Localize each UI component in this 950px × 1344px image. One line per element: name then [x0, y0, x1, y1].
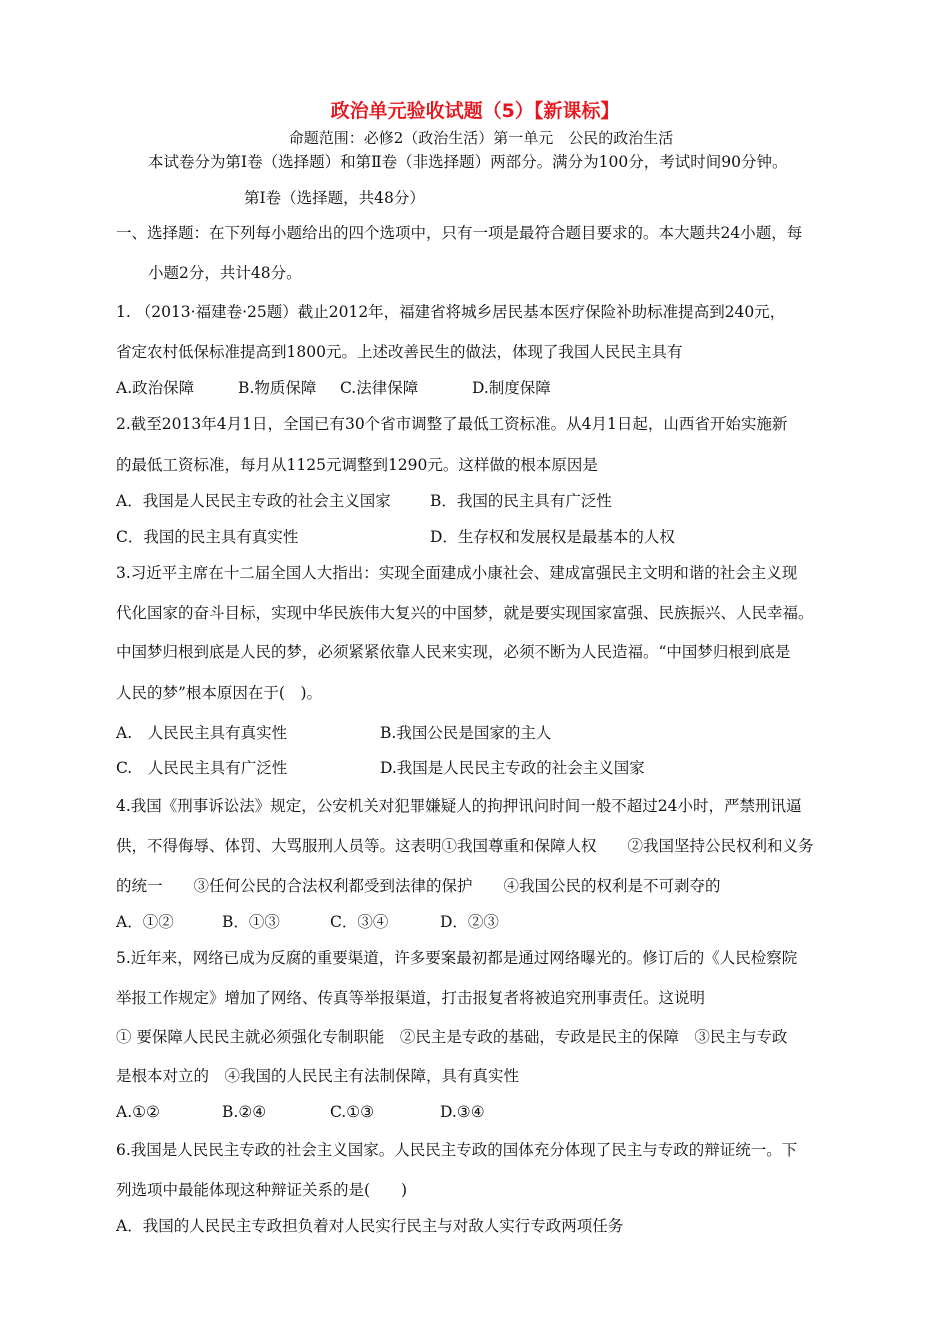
- q3-option-a: A. 人民民主具有真实性: [116, 724, 288, 742]
- q2-option-c: C．我国的民主具有真实性: [116, 528, 299, 546]
- q2-option-a: A．我国是人民民主专政的社会主义国家: [116, 492, 391, 510]
- question-3-text: 人民的梦”根本原因在于( )。: [116, 684, 323, 702]
- q3-option-c: C. 人民民主具有广泛性: [116, 759, 288, 777]
- q4-option-c: C．③④: [330, 913, 389, 931]
- question-2-text: 2.截至2013年4月1日，全国已有30个省市调整了最低工资标准。从4月1日起，山西省开始实施新: [116, 415, 788, 433]
- question-4-text: 4.我国《刑事诉讼法》规定，公安机关对犯罪嫌疑人的拘押讯问时间一般不超过24小时，严禁刑讯逼: [116, 797, 802, 815]
- q3-option-b: B.我国公民是国家的主人: [380, 724, 552, 742]
- question-6-text: 6.我国是人民民主专政的社会主义国家。人民民主专政的国体充分体现了民主与专政的辩证统一。下: [116, 1141, 798, 1159]
- q3-option-d: D.我国是人民民主专政的社会主义国家: [380, 759, 645, 777]
- page-title: 政治单元验收试题（5）【新课标】: [330, 100, 620, 122]
- q1-option-d: D.制度保障: [472, 379, 551, 397]
- question-3-text: 代化国家的奋斗目标，实现中华民族伟大复兴的中国梦，就是要实现国家富强、民族振兴、人民幸福。: [116, 604, 814, 622]
- section-instruction: 小题2分，共计48分。: [148, 264, 302, 282]
- q5-option-b: B.②④: [222, 1103, 267, 1121]
- exam-scope: 命题范围：必修2（政治生活）第一单元 公民的政治生活: [288, 129, 674, 147]
- q1-option-b: B.物质保障: [238, 379, 317, 397]
- question-5-text: 5.近年来，网络已成为反腐的重要渠道，许多要案最初都是通过网络曝光的。修订后的《人民检察院: [116, 949, 798, 967]
- q5-option-c: C.①③: [330, 1103, 375, 1121]
- q4-option-d: D．②③: [440, 913, 499, 931]
- question-6-text: 列选项中最能体现这种辩证关系的是( ): [116, 1181, 408, 1199]
- section-instruction: 一、选择题：在下列每小题给出的四个选项中，只有一项是最符合题目要求的。本大题共24小题，每: [116, 224, 803, 242]
- q1-option-c: C.法律保障: [340, 379, 419, 397]
- question-5-text: ① 要保障人民民主就必须强化专制职能 ②民主是专政的基础，专政是民主的保障 ③民主与专政: [116, 1028, 788, 1046]
- question-4-text: 供，不得侮辱、体罚、大骂服刑人员等。这表明①我国尊重和保障人权 ②我国坚持公民权利和义务: [116, 837, 814, 855]
- question-5-text: 举报工作规定》增加了网络、传真等举报渠道，打击报复者将被追究刑事责任。这说明: [116, 989, 706, 1007]
- question-3-text: 3.习近平主席在十二届全国人大指出：实现全面建成小康社会、建成富强民主文明和谐的社会主义现: [116, 564, 798, 582]
- question-5-text: 是根本对立的 ④我国的人民民主有法制保障，具有真实性: [116, 1067, 520, 1085]
- q6-option-a: A．我国的人民民主专政担负着对人民实行民主与对敌人实行专政两项任务: [116, 1217, 624, 1235]
- exam-intro: 本试卷分为第Ⅰ卷（选择题）和第Ⅱ卷（非选择题）两部分。满分为100分，考试时间90分钟。: [148, 153, 788, 171]
- part-one-heading: 第Ⅰ卷（选择题，共48分）: [244, 189, 425, 207]
- q5-option-a: A.①②: [116, 1103, 160, 1121]
- q4-option-b: B．①③: [222, 913, 280, 931]
- question-1-text: 1. （2013·福建卷·25题）截止2012年，福建省将城乡居民基本医疗保险补助标准提高到240元，: [116, 303, 786, 321]
- question-4-text: 的统一 ③任何公民的合法权利都受到法律的保护 ④我国公民的权利是不可剥夺的: [116, 877, 721, 895]
- q2-option-d: D．生存权和发展权是最基本的人权: [430, 528, 675, 546]
- q5-option-d: D.③④: [440, 1103, 485, 1121]
- question-2-text: 的最低工资标准，每月从1125元调整到1290元。这样做的根本原因是: [116, 456, 598, 474]
- question-1-text: 省定农村低保标准提高到1800元。上述改善民生的做法，体现了我国人民民主具有: [116, 343, 683, 361]
- q4-option-a: A．①②: [116, 913, 174, 931]
- q1-option-a: A.政治保障: [116, 379, 195, 397]
- q2-option-b: B．我国的民主具有广泛性: [430, 492, 612, 510]
- question-3-text: 中国梦归根到底是人民的梦，必须紧紧依靠人民来实现，必须不断为人民造福。“中国梦归根到底是: [116, 643, 791, 661]
